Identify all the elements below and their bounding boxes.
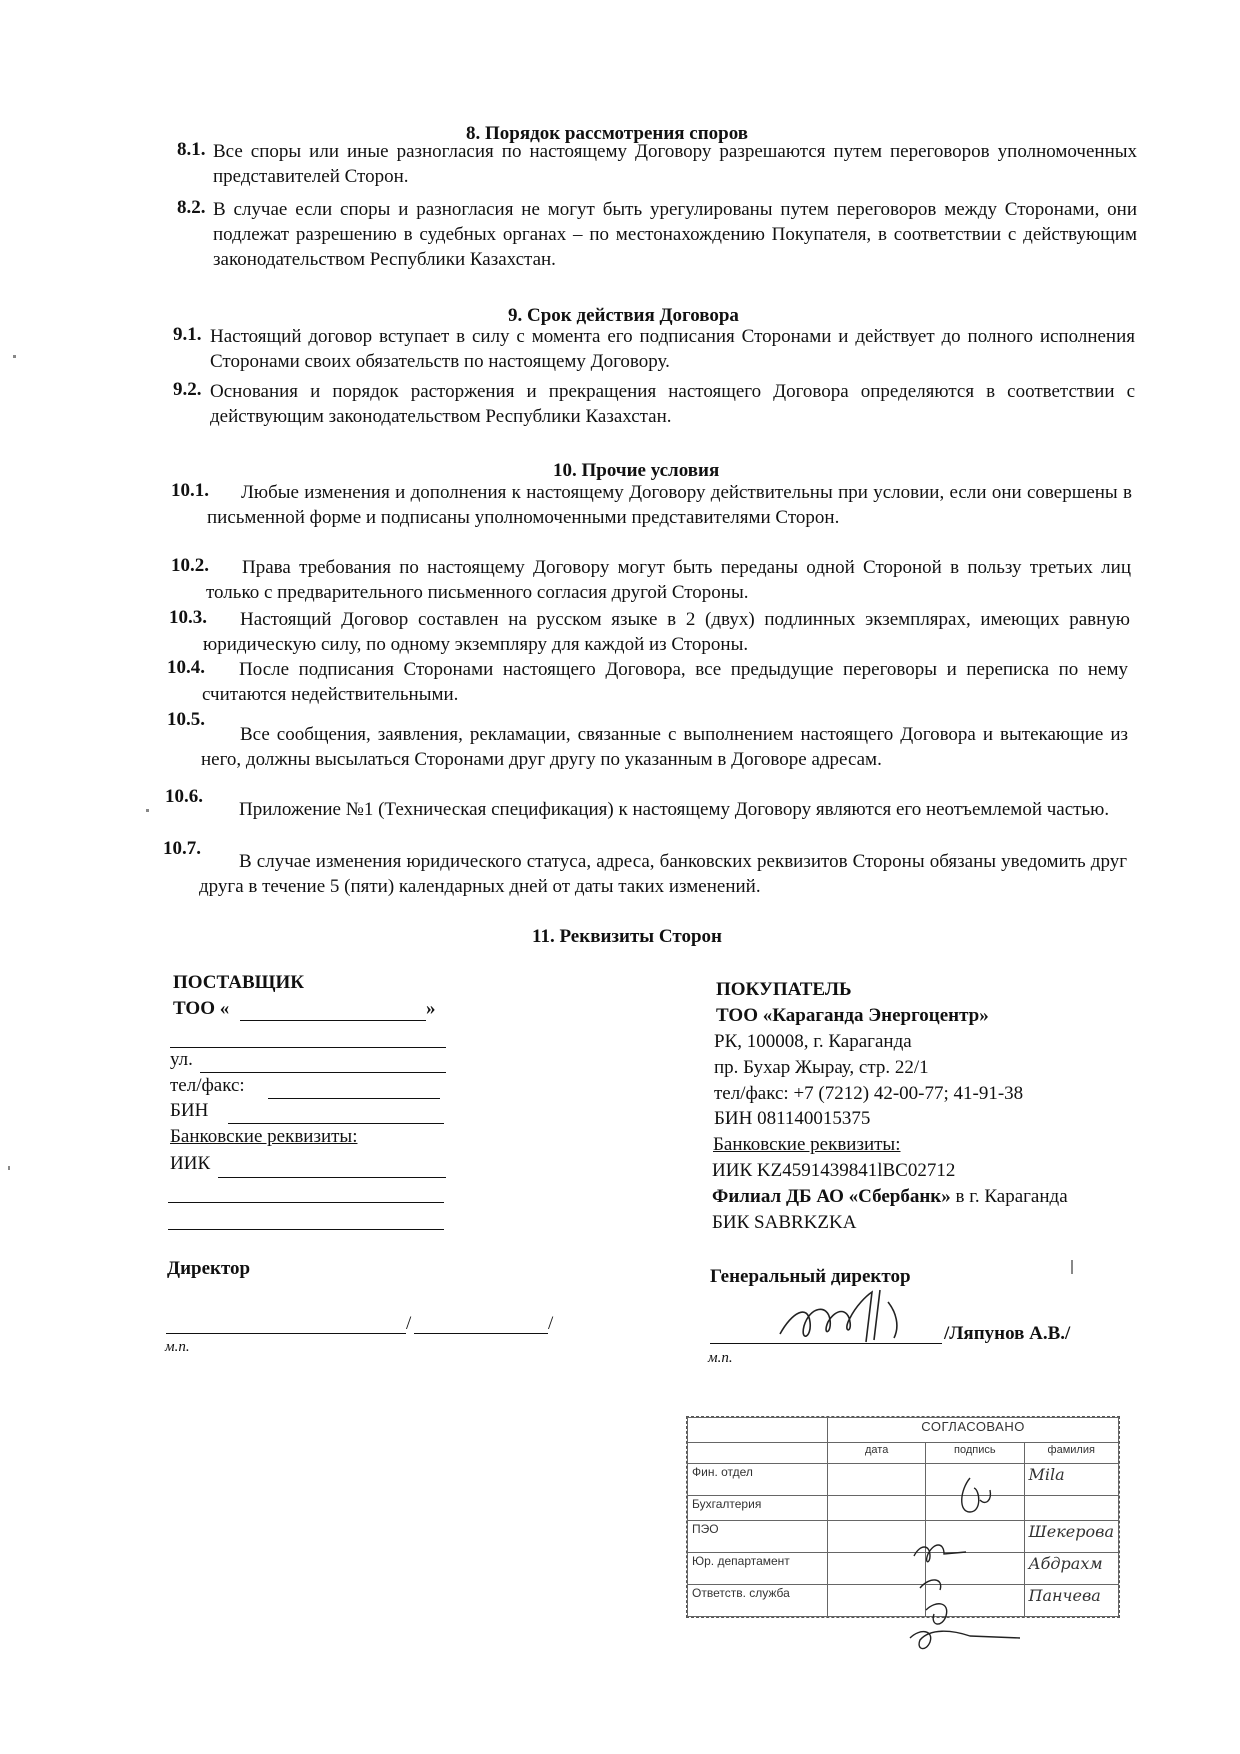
blank-line [200,1072,446,1073]
approval-column-surname: фамилия [1024,1443,1118,1464]
clause-number: 9.1. [173,324,202,345]
signature-name-line [414,1333,548,1334]
approval-dept: Ответств. служба [688,1584,828,1616]
scan-speck [1071,1260,1073,1274]
clause-text: Основания и порядок расторжения и прекращения настоящего Договора определяются в соответствии с действующим законодательством Республики Казахстан. [210,381,1135,427]
supplier-role: ПОСТАВЩИК [173,972,305,993]
approval-surname-text: Шекерова [1028,1521,1114,1541]
buyer-position: Генеральный директор [710,1266,911,1287]
supplier-phone-label: тел/факс: [170,1075,245,1096]
blank-line [268,1098,440,1099]
buyer-bin: БИН 081140015375 [714,1108,871,1129]
section-8-heading: 8. Порядок рассмотрения споров [466,123,749,144]
clause-text: Любые изменения и дополнения к настоящему Договору действительны при условии, если они совершены в письменной форме и подписаны уполномоченными представителями Сторон. [207,482,1132,528]
approval-title: СОГЛАСОВАНО [828,1418,1119,1443]
signature-separator: / [548,1313,554,1334]
clause-text: В случае изменения юридического статуса, адреса, банковских реквизитов Стороны обязаны уведомить друг друга в течение 5 (пяти) календарных дней от даты таких изменений. [199,851,1127,897]
signature-line [166,1333,406,1334]
buyer-bank-city: в г. Караганда [950,1186,1068,1207]
clause-number: 10.6. [165,786,203,807]
buyer-bik: БИК SABRKZKA [712,1212,857,1233]
approval-dept: Юр. департамент [688,1552,828,1584]
supplier-company-prefix: ТОО « [173,998,230,1019]
clause-text: Настоящий договор вступает в силу с момента его подписания Сторонами и действует до полного исполнения Сторонами своих обязательств по настоящему Договору. [210,326,1135,372]
buyer-iik: ИИК KZ4591439841lBC02712 [712,1160,956,1181]
blank-line [168,1202,444,1203]
blank-line [168,1229,444,1230]
approval-dept: ПЭО [688,1520,828,1552]
clause-number: 10.4. [167,657,205,678]
supplier-stamp-place: м.п. [165,1339,190,1355]
buyer-signatory: /Ляпунов А.В./ [944,1323,1071,1344]
scan-speck [8,1166,10,1170]
buyer-phone: тел/факс: +7 (7212) 42-00-77; 41-91-38 [714,1083,1024,1104]
signature-separator: / [406,1313,412,1334]
supplier-bank-label: Банковские реквизиты: [170,1126,358,1147]
clause-text: Права требования по настоящему Договору могут быть переданы одной Стороной в пользу третьих лиц только с предварительного письменного согласия другой Стороны. [206,557,1131,603]
clause-number: 10.7. [163,838,201,859]
blank-line [170,1047,446,1048]
clause-number: 10.5. [167,709,205,730]
approval-dept: Бухгалтерия [688,1496,828,1521]
clause-number: 8.1. [177,139,206,160]
approval-corner-cell [688,1418,828,1443]
clause-text: В случае если споры и разногласия не могут быть урегулированы путем переговоров между Сторонами, они подлежат разрешению в судебных органах – по местонахождению Покупателя, в соответствии с действующим законодательством Республики Казахстан. [213,199,1137,270]
approval-dept: Фин. отдел [688,1464,828,1496]
clause-number: 9.2. [173,379,202,400]
scan-speck [13,355,16,358]
buyer-address-line2: пр. Бухар Жырау, стр. 22/1 [714,1057,929,1078]
section-11-heading: 11. Реквизиты Сторон [532,926,722,947]
supplier-bin-label: БИН [170,1100,209,1121]
clause-number: 8.2. [177,197,206,218]
approval-corner-cell [688,1443,828,1464]
buyer-company: ТОО «Караганда Энергоцентр» [716,1005,989,1026]
buyer-stamp-place: м.п. [708,1350,733,1366]
approval-surname-text: Абдрахм [1028,1553,1103,1573]
section-10-heading: 10. Прочие условия [553,460,720,481]
buyer-role: ПОКУПАТЕЛЬ [716,979,852,1000]
supplier-iik-label: ИИК [170,1153,211,1174]
approval-column-signature: подпись [926,1443,1024,1464]
clause-text: Приложение №1 (Техническая спецификация) к настоящему Договору являются его неотъемлемой частью. [239,799,1110,820]
director-signature [770,1282,950,1352]
supplier-company-blank [240,1020,426,1021]
approval-handwritten-signatures [900,1460,1080,1660]
supplier-company-suffix: » [426,998,436,1019]
approval-column-date: дата [828,1443,926,1464]
buyer-bank-name [712,1186,1068,1208]
scan-speck [146,809,149,812]
buyer-bank-name-main: Филиал ДБ АО «Сбербанк» [712,1186,951,1207]
clause-text: После подписания Сторонами настоящего Договора, все предыдущие переговоры и переписка по нему считаются недействительными. [202,659,1128,705]
supplier-position: Директор [167,1258,251,1279]
approval-surname-text: Панчева [1028,1585,1101,1605]
clause-number: 10.1. [171,480,209,501]
buyer-bank-label: Банковские реквизиты: [713,1134,901,1155]
supplier-street-label: ул. [170,1049,193,1070]
clause-number: 10.2. [171,555,209,576]
clause-number: 10.3. [169,607,207,628]
blank-line [228,1123,444,1124]
clause-text: Все споры или иные разногласия по настоящему Договору разрешаются путем переговоров уполномоченных представителей Сторон. [213,141,1137,187]
section-9-heading: 9. Срок действия Договора [508,305,739,326]
buyer-address-line1: РК, 100008, г. Караганда [714,1031,912,1052]
clause-text: Настоящий Договор составлен на русском языке в 2 (двух) подлинных экземплярах, имеющих равную юридическую силу, по одному экземпляру для каждой из Стороны. [203,609,1130,655]
blank-line [218,1177,446,1178]
approval-surname-text: Mila [1028,1465,1065,1484]
clause-text: Все сообщения, заявления, рекламации, связанные с выполнением настоящего Договора и вытекающие из него, должны высылаться Сторонами друг другу по указанным в Договоре адресам. [201,724,1128,770]
